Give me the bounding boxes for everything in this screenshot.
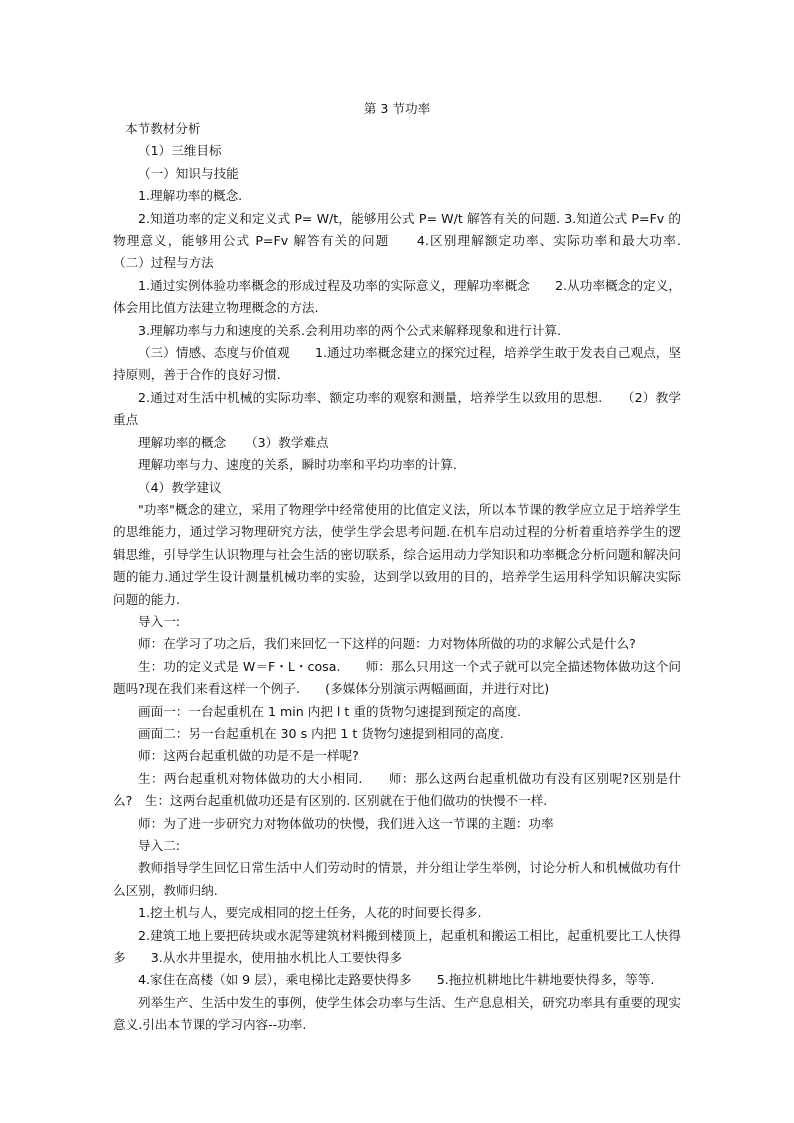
paragraph: 导入一: — [138, 613, 181, 629]
paragraph: 师：这两台起重机做的功是不是一样呢? — [138, 748, 359, 764]
paragraph: 1.理解功率的概念. — [138, 188, 243, 204]
paragraph: 2.知道功率的定义和定义式 P= W/t，能够用公式 P= W/t 解答有关的问题. 3.知道公式 P=Fv 的物理意义，能够用公式 P=Fv 解答有关的问题 4.区别理解额定功率、实际功率和最大功率. （二）过程与方法 — [113, 210, 707, 271]
paragraph: 1.通过实例体验功率概念的形成过程及功率的实际意义，理解功率概念 2.从功率概念的定义，体会用比值方法建立物理概念的方法. — [113, 277, 681, 316]
paragraph: 画面二：另一台起重机在 30 s 内把 1 t 货物匀速提到相同的高度. — [138, 725, 504, 741]
paragraph: 理解功率的概念 （3）教学难点 — [138, 434, 329, 450]
paragraph: 4.家住在高楼（如 9 层），乘电梯比走路要快得多 5.拖拉机耕地比牛耕地要快得多，等等. — [138, 972, 655, 988]
document-body — [113, 118, 707, 1037]
paragraph: 2.通过对生活中机械的实际功率、额定功率的观察和测量，培养学生以致用的思想. （2）教学重点 — [113, 389, 681, 428]
paragraph: （1）三维目标 — [138, 143, 222, 159]
paragraph: 教师指导学生回忆日常生活中人们劳动时的情景，并分组让学生举例，讨论分析人和机械做功有什么区别，教师归纳. — [113, 860, 681, 898]
paragraph: （三）情感、态度与价值观 1.通过功率概念建立的探究过程，培养学生敢于发表自己观点，坚持原则，善于合作的良好习惯. — [113, 345, 681, 383]
paragraph: 生：两台起重机对物体做功的大小相同. 师：那么这两台起重机做功有没有区别呢?区别是什么? 生：这两台起重机做功还是有区别的. 区别就在于他们做功的快慢不一样. — [113, 770, 681, 809]
paragraph: 本节教材分析 — [125, 121, 201, 136]
paragraph: 3.理解功率与力和速度的关系.会利用功率的两个公式来解释现象和进行计算. — [138, 322, 562, 338]
paragraph: 1.挖土机与人，要完成相同的挖土任务，人花的时间要长得多. — [138, 905, 482, 921]
paragraph: 师：为了进一步研究力对物体做功的快慢，我们进入这一节课的主题：功率 — [138, 815, 554, 831]
document-title: 第 3 节功率 — [363, 101, 431, 116]
paragraph: 生：功的定义式是 W＝F・L・cosa. 师：那么只用这一个式子就可以完全描述物体做功这个问题吗?现在我们来看这样一个例子. (多媒体分别演示两幅画面，并进行对比) — [113, 658, 681, 697]
paragraph: 画面一：一台起重机在 1 min 内把 l t 重的货物匀速提到预定的高度. — [138, 703, 522, 719]
paragraph: 导入二: — [138, 838, 181, 853]
paragraph: 师：在学习了功之后，我们来回忆一下这样的问题：力对物体所做的功的求解公式是什么? — [138, 636, 636, 652]
paragraph: "功率"概念的建立，采用了物理学中经常使用的比值定义法，所以本节课的教学应立足于培养学生的思维能力，通过学习物理研究方法，使学生学会思考问题.在机车启动过程的分析着重培养学生的逻辑思维，引导学生认识物理与社会生活的密切联系，综合运用动力学知识和功率概念分析问题和解决问题的能力.通过学生设计测量机械功率的实验，达到学以致用的目的，培养学生运用科学知识解决实际问题的能力. — [113, 501, 681, 607]
paragraph: （4）教学建议 — [138, 479, 222, 495]
paragraph: 2.建筑工地上要把砖块或水泥等建筑材料搬到楼顶上，起重机和搬运工相比，起重机要比工人快得多 3.从水井里提水，使用抽水机比人工要快得多 — [113, 927, 681, 966]
paragraph: 列举生产、生活中发生的事例，使学生体会功率与生活、生产息息相关，研究功率具有重要的现实意义.引出本节课的学习内容--功率. — [113, 994, 681, 1033]
paragraph: （一）知识与技能 — [138, 165, 239, 181]
paragraph: 理解功率与力、速度的关系，瞬时功率和平均功率的计算. — [138, 457, 457, 473]
